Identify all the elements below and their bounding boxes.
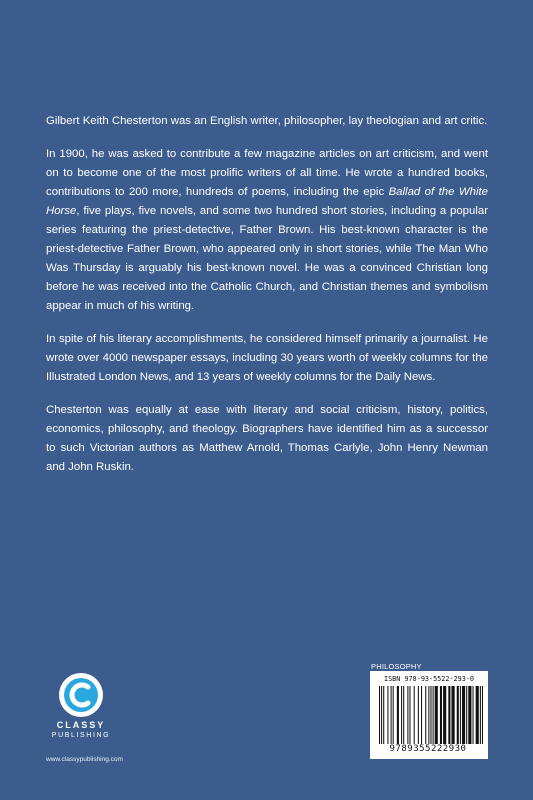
barcode-bar: [482, 686, 483, 744]
book-description: [46, 112, 488, 491]
barcode-bar: [421, 686, 422, 744]
paragraph-1: [46, 112, 488, 131]
publisher-website: www.classypublishing.com: [46, 756, 123, 763]
barcode-bar: [425, 686, 426, 744]
barcode-bar: [472, 686, 473, 744]
paragraph-3: [46, 330, 488, 387]
category-label: PHILOSOPHY: [371, 662, 422, 671]
publisher-name: CLASSY: [56, 720, 106, 730]
barcode-bar: [381, 686, 382, 744]
isbn-barcode: [370, 671, 488, 759]
barcode-bar: [460, 686, 461, 744]
barcode-bar: [387, 686, 388, 744]
paragraph-2: [46, 145, 488, 316]
barcode-bar: [430, 686, 431, 744]
barcode-bar: [457, 686, 459, 744]
barcode-bar: [379, 686, 380, 744]
paragraph-3-text: In spite of his literary accomplishments, he considered himself primarily a journalist. He wrote over 4000 newspaper essays, including 30 years worth of weekly columns for the Illustrated London News, and 13 years of weekly columns for the Daily News.: [46, 333, 488, 383]
barcode-bar: [440, 686, 442, 744]
paragraph-4-text: Chesterton was equally at ease with literary and social criticism, history, politics, economics, philosophy, and theology. Biographers have identified him as a successor to such Victorian authors as Matthew Arnold, Thomas Carlyle, John Henry Newman and John Ruskin.: [46, 404, 488, 473]
barcode-bar: [407, 686, 408, 744]
barcode-bar: [462, 686, 465, 744]
paragraph-2-text-before: In 1900, he was asked to contribute a few magazine articles on art criticism, and went on to become one of the most prolific writers of all time. He wrote a hundred books, contributions to 200 more, hundreds of poems, including the epic: [46, 148, 488, 198]
barcode-bar: [391, 686, 392, 744]
barcode-bar: [383, 686, 384, 744]
barcode-bar: [409, 686, 410, 744]
barcode-bar: [468, 686, 471, 744]
paragraph-2-text-after: , five plays, five novels, and some two hundred short stories, including a popular series featuring the priest-detective, Father Brown. His best-known character is the priest-detective Father Brown, who appeared only in short stories, while The Man Who Was Thursday is arguably his best-known novel. He was a convinced Christian long before he was received into the Catholic Church, and Christian themes and symbolism appear in much of his writing.: [46, 205, 488, 312]
classy-c-logo-icon: [58, 672, 104, 718]
barcode-bar: [435, 686, 438, 744]
paragraph-1-text: Gilbert Keith Chesterton was an English writer, philosopher, lay theologian and art critic.: [46, 115, 488, 127]
barcode-bars: [379, 686, 483, 744]
publisher-logo: [46, 672, 116, 762]
book-title-italic: Ballad of the White Horse: [46, 186, 488, 217]
isbn-label: ISBN 978-93-5522-293-0: [383, 675, 475, 683]
barcode-bar: [428, 686, 429, 744]
publisher-sub: PUBLISHING: [51, 732, 111, 739]
barcode-bar: [433, 686, 434, 744]
barcode-bar: [393, 686, 394, 744]
barcode-bar: [401, 686, 402, 744]
barcode-bar: [480, 686, 481, 744]
barcode-bar: [414, 686, 415, 744]
barcode-bar: [418, 686, 419, 744]
barcode-bar: [451, 686, 454, 744]
barcode-bar: [448, 686, 450, 744]
barcode-bar: [403, 686, 404, 744]
barcode-bar: [443, 686, 446, 744]
barcode-bar: [397, 686, 399, 744]
barcode-bar: [476, 686, 479, 744]
barcode-digits: 9789355222930: [389, 744, 467, 754]
barcode-bar: [466, 686, 467, 744]
paragraph-4: [46, 401, 488, 477]
